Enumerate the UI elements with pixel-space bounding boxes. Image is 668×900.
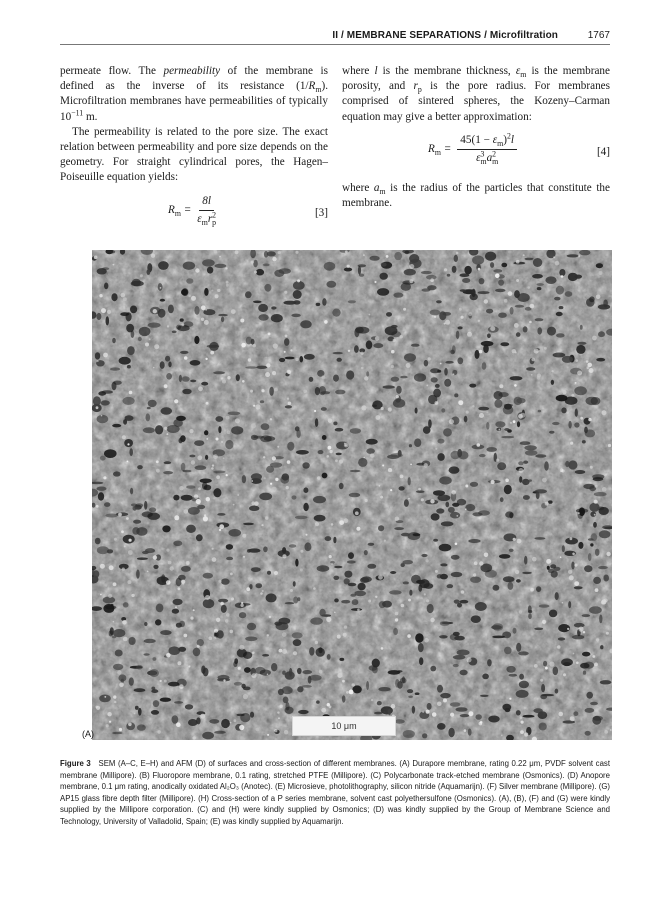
caption-text: SEM (A–C, E–H) and AFM (D) of surfaces and cross-section of different membranes. (A) Durapore membrane, rating 0.22 μm, PVDF solvent cast membrane (Millipore). (B) Fluoropore membrane, 0.1 rating, stretched PTFE (Millipore). (C) Polycarbonate track-etched membrane (Osmonics). (D) Anopore membrane, 0.1 μm rating, anodically oxidated Al₂O₃ (Anotec). (E) Microsieve, photolithography, silicon nitride (Aquamarijn). (F) Silver membrane (Millipore). (G) AP15 glass fibre depth filter (Millipore). (H) Cross-section of a P series membrane, solvent cast polyethersulfone (Osmonics). (A), (B), (F) and (G) were kindly supplied by the Millipore corporation. (C) and (H) were kindly supplied by Osmonics; (D) was kindly supplied by the Group of Membrane Science and Technology, University of Valladolid, Spain; (E) was kindly supplied by Aquamarijn. [60,759,610,826]
page-number: 1767 [587,30,610,41]
kozeny-carman-formula: $R_m$ = $\frac{45(1 - \varepsilon_m)^2l}{\varepsilon^3_ma^2_m}$ [428,133,517,166]
paragraph-pore-size: The permeability is related to the pore size. The exact relation between permeability and pore size depends on the geometry. For straight cylindrical pores, the Hagen–Poiseuille equation yields: [60,125,328,184]
equation-4 [342,133,610,173]
equation-number-4: [4] [596,145,610,158]
sem-micrograph [92,250,612,740]
caption-label: Figure 3 [60,759,91,768]
header-rule [60,44,610,45]
paragraph-definitions: where l is the membrane thickness, $\varepsilon_m$ is the membrane porosity, and $r_p$ is the pore radius. For membranes comprised of sintered spheres, the Kozeny–Carman equation may give a better approximation: [342,65,610,123]
left-column [60,64,328,242]
running-header [0,30,668,46]
header-title: II / MEMBRANE SEPARATIONS / Microfiltration [332,30,558,41]
paragraph-permeability: permeate flow. The permeability of the membrane is defined as the inverse of its resistance $(1/R_m)$. Microfiltration membranes have permeabilities of typically $10^{-11}$ m. [60,65,328,123]
equation-3 [60,194,328,234]
right-column [342,64,610,211]
equation-number-3: [3] [314,206,328,219]
sem-membrane-image [92,250,612,740]
scale-bar: 10 μm [292,716,396,736]
paragraph-particle-radius: where $a_m$ is the radius of the particles that constitute the membrane. [342,181,610,210]
panel-label-a: (A) [82,729,94,739]
hagen-poiseuille-formula: $R_m$ = $\frac{8l}{\varepsilon_mr^2_p}$ [168,194,217,228]
figure-caption [60,758,610,828]
term-permeability: permeability [163,65,221,77]
